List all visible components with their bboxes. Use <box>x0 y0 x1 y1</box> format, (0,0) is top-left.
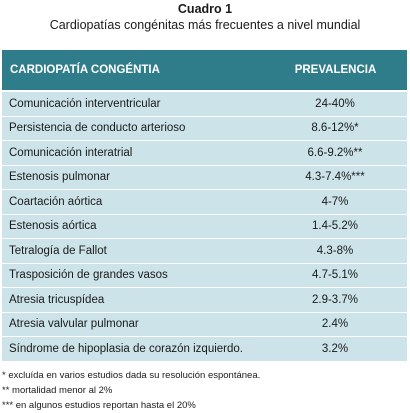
row-prevalence: 4.3-7.4%*** <box>305 171 365 184</box>
table-row <box>2 215 407 240</box>
table-header <box>2 50 407 92</box>
row-condition: Síndrome de hipoplasia de corazón izquierdo. <box>9 342 243 355</box>
footnote: * excluída en varios estudios dada su resolución espontánea. <box>2 370 261 381</box>
table-row <box>2 313 407 338</box>
row-prevalence: 4.7-5.1% <box>311 269 359 282</box>
caption-title: Cuadro 1 <box>177 2 233 16</box>
row-prevalence: 4.3-8% <box>316 244 354 257</box>
table-row <box>2 117 407 142</box>
table-row <box>2 239 407 264</box>
row-prevalence: 6.6-9.2%** <box>307 146 363 159</box>
row-condition: Atresia tricuspídea <box>9 293 105 306</box>
footnote: ** mortalidad menor al 2% <box>2 385 113 396</box>
table-footnotes <box>2 368 260 413</box>
row-condition: Estenosis aórtica <box>9 220 97 233</box>
row-condition: Comunicación interatrial <box>9 146 133 159</box>
table-row <box>2 166 407 191</box>
table-row <box>2 141 407 166</box>
caption-subtitle: Cardiopatías congénitas más frecuentes a nivel mundial <box>49 18 361 32</box>
row-prevalence: 4-7% <box>321 195 349 208</box>
row-condition: Estenosis pulmonar <box>9 171 110 184</box>
row-condition: Tetralogía de Fallot <box>9 244 107 257</box>
table-caption <box>0 0 410 34</box>
row-prevalence: 8.6-12%* <box>311 122 359 135</box>
table-row <box>2 92 407 117</box>
row-prevalence: 1.4-5.2% <box>311 220 359 233</box>
table-row <box>2 288 407 313</box>
prevalence-table <box>2 50 407 361</box>
header-prevalence: PREVALENCIA <box>294 64 377 76</box>
row-condition: Comunicación interventricular <box>9 97 161 110</box>
header-condition: CARDIOPATÍA CONGÉNTIA <box>10 64 160 76</box>
table-row <box>2 190 407 215</box>
row-condition: Atresia valvular pulmonar <box>9 318 139 331</box>
footnote: *** en algunos estudios reportan hasta el 20% <box>2 400 196 411</box>
row-prevalence: 2.9-3.7% <box>311 293 359 306</box>
table-row <box>2 264 407 289</box>
row-prevalence: 2.4% <box>321 318 349 331</box>
row-condition: Trasposición de grandes vasos <box>9 269 168 282</box>
table-row <box>2 337 407 361</box>
row-condition: Persistencia de conducto arterioso <box>9 122 186 135</box>
row-prevalence: 3.2% <box>321 342 349 355</box>
row-prevalence: 24-40% <box>315 97 355 110</box>
row-condition: Coartación aórtica <box>9 195 103 208</box>
